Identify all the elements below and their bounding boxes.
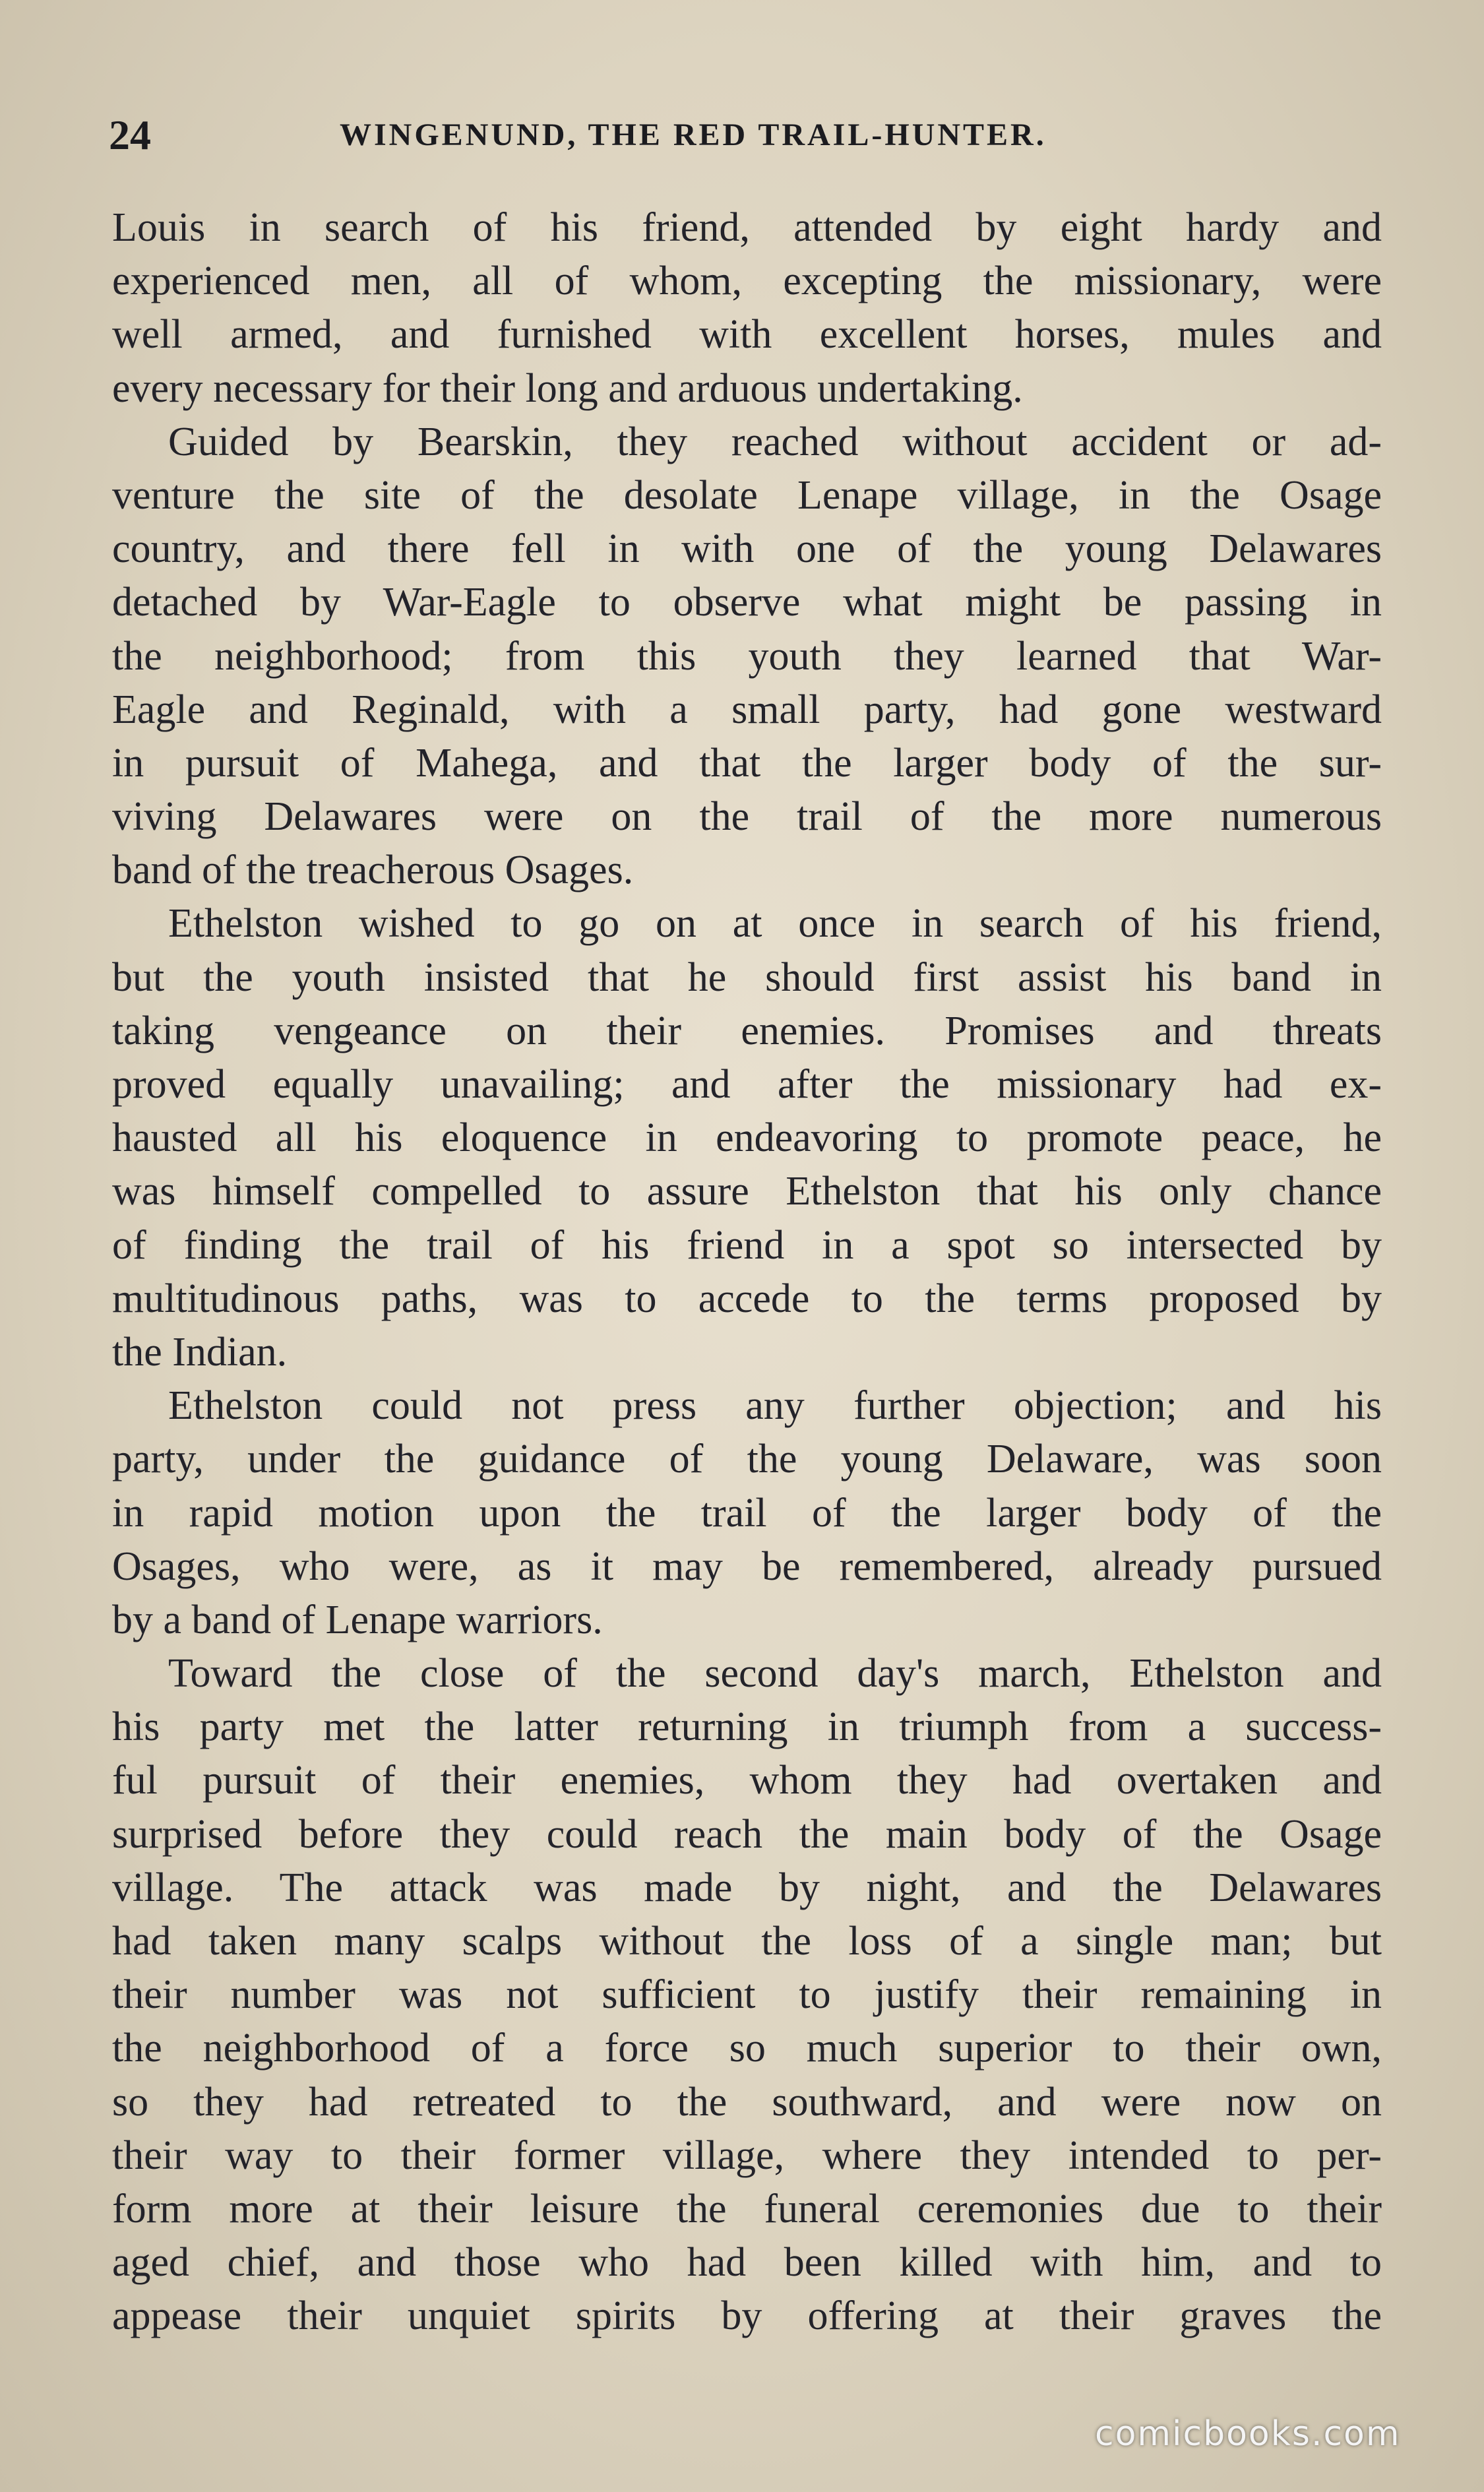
text-line: band of the treacherous Osages.: [112, 848, 634, 893]
text-line: in pursuit of Mahega, and that the larger body of the sur-: [112, 740, 1382, 786]
text-line: party, under the guidance of the young Delaware, was soon: [112, 1437, 1382, 1482]
running-head: WINGENUND, THE RED TRAIL-HUNTER.: [340, 117, 1047, 152]
text-line: Guided by Bearskin, they reached without accident or ad-: [168, 419, 1382, 464]
page-header: [109, 106, 1382, 165]
text-line: their number was not sufficient to justify their remaining in: [112, 1972, 1382, 2018]
text-line: country, and there fell in with one of the young Delawares: [112, 526, 1382, 572]
text-line: hausted all his eloquence in endeavoring to promote peace, he: [112, 1115, 1382, 1161]
text-line: Ethelston could not press any further objection; and his: [168, 1383, 1382, 1429]
text-line: taking vengeance on their enemies. Promises and threats: [112, 1008, 1382, 1053]
text-line: Toward the close of the second day's march, Ethelston and: [168, 1651, 1382, 1697]
text-line: village. The attack was made by night, and the Delawares: [112, 1865, 1382, 1910]
text-line: venture the site of the desolate Lenape village, in the Osage: [112, 472, 1382, 518]
text-line: Louis in search of his friend, attended by eight hardy and: [112, 205, 1382, 250]
text-line: multitudinous paths, was to accede to the terms proposed by: [112, 1276, 1382, 1321]
text-line: in rapid motion upon the trail of the larger body of the: [112, 1490, 1382, 1536]
text-line: the neighborhood; from this youth they learned that War-: [112, 633, 1382, 679]
text-line: of finding the trail of his friend in a spot so intersected by: [112, 1222, 1382, 1268]
paragraph: [112, 897, 1382, 1379]
text-line: Eagle and Reginald, with a small party, had gone westward: [112, 687, 1382, 732]
text-line: but the youth insisted that he should first assist his band in: [112, 954, 1382, 1000]
watermark: comicbooks.com: [1095, 2414, 1401, 2454]
paragraph: [112, 1647, 1382, 2343]
text-line: his party met the latter returning in triumph from a success-: [112, 1704, 1382, 1750]
text-line: ful pursuit of their enemies, whom they had overtaken and: [112, 1758, 1382, 1803]
text-line: every necessary for their long and arduous undertaking.: [112, 365, 1023, 411]
text-line: viving Delawares were on the trail of the more numerous: [112, 794, 1382, 840]
text-line: Osages, who were, as it may be remembered, already pursued: [112, 1543, 1382, 1589]
page-number: 24: [109, 111, 151, 158]
paragraph: [112, 201, 1382, 416]
text-line: experienced men, all of whom, excepting the missionary, were: [112, 259, 1382, 304]
body-text: [112, 201, 1382, 2344]
text-line: had taken many scalps without the loss of a single man; but: [112, 1919, 1382, 1964]
text-line: appease their unquiet spirits by offering at their graves the: [112, 2293, 1382, 2339]
text-line: Ethelston wished to go on at once in search of his friend,: [168, 901, 1382, 947]
text-line: the neighborhood of a force so much superior to their own,: [112, 2026, 1382, 2071]
text-line: by a band of Lenape warriors.: [112, 1597, 603, 1642]
text-line: their way to their former village, where they intended to per-: [112, 2133, 1382, 2178]
paragraph: [112, 1379, 1382, 1647]
text-line: proved equally unavailing; and after the missionary had ex-: [112, 1062, 1382, 1107]
text-line: was himself compelled to assure Ethelston that his only chance: [112, 1169, 1382, 1214]
text-line: so they had retreated to the southward, and were now on: [112, 2079, 1382, 2125]
text-line: aged chief, and those who had been killed with him, and to: [112, 2240, 1382, 2286]
paragraph: [112, 416, 1382, 898]
text-line: the Indian.: [112, 1329, 288, 1375]
text-line: surprised before they could reach the main body of the Osage: [112, 1811, 1382, 1857]
text-line: detached by War-Eagle to observe what might be passing in: [112, 580, 1382, 625]
text-line: well armed, and furnished with excellent horses, mules and: [112, 312, 1382, 358]
text-line: form more at their leisure the funeral ceremonies due to their: [112, 2186, 1382, 2231]
